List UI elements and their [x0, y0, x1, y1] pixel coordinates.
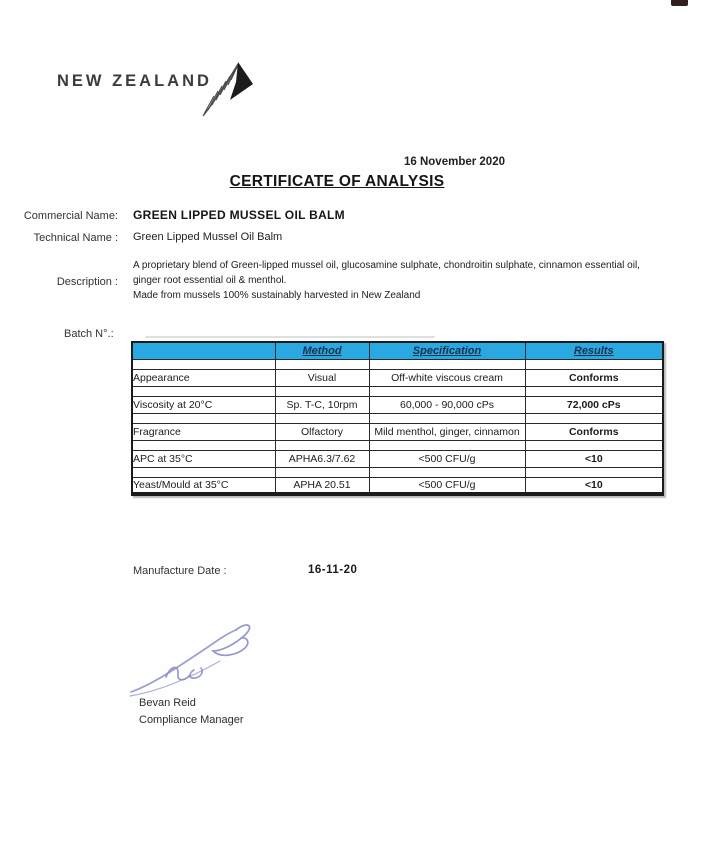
- document-date: 16 November 2020: [403, 156, 505, 168]
- logo-wordmark: NEW ZEALAND: [57, 72, 212, 90]
- spacer-row: [132, 413, 663, 423]
- table-row: [132, 450, 663, 467]
- page-title: CERTIFICATE OF ANALYSIS: [229, 173, 445, 190]
- cell-parameter: Yeast/Mould at 35°C: [132, 477, 275, 494]
- table-row: [132, 369, 663, 386]
- technical-name-value: Green Lipped Mussel Oil Balm: [133, 231, 283, 243]
- header-method: Method: [275, 342, 369, 359]
- spacer-row: [132, 386, 663, 396]
- cell-parameter: Viscosity at 20°C: [132, 396, 275, 413]
- header-parameter: [132, 342, 275, 359]
- cell-method: Sp. T-C, 10rpm: [275, 396, 369, 413]
- cell-method: APHA 20.51: [275, 477, 369, 494]
- spacer-row: [132, 359, 663, 369]
- cell-result: Conforms: [525, 369, 663, 386]
- spacer-row: [132, 440, 663, 450]
- cell-parameter: Appearance: [132, 369, 275, 386]
- cell-parameter: Fragrance: [132, 423, 275, 440]
- spacer-row: [132, 467, 663, 477]
- header-results: Results: [525, 342, 663, 359]
- signatory-name: Bevan Reid: [139, 697, 196, 709]
- commercial-name-label: Commercial Name:: [23, 210, 118, 222]
- cell-specification: 60,000 - 90,000 cPs: [369, 396, 525, 413]
- cell-specification: <500 CFU/g: [369, 450, 525, 467]
- description-label: Description :: [56, 276, 118, 288]
- cell-specification: <500 CFU/g: [369, 477, 525, 494]
- cell-specification: Off-white viscous cream: [369, 369, 525, 386]
- header-specification: Specification: [369, 342, 525, 359]
- cell-result: <10: [525, 477, 663, 494]
- fern-arrow-icon: [200, 58, 256, 120]
- description-line: A proprietary blend of Green-lipped mussel oil, glucosamine sulphate, chondroitin sulphate, cinnamon essential oil,: [133, 260, 640, 271]
- cell-result: 72,000 cPs: [525, 396, 663, 413]
- technical-name-label: Technical Name :: [33, 232, 118, 244]
- cell-method: Olfactory: [275, 423, 369, 440]
- table-row: [132, 423, 663, 440]
- manufacture-date-label: Manufacture Date :: [133, 565, 227, 577]
- table-row: [132, 477, 663, 494]
- commercial-name-value: GREEN LIPPED MUSSEL OIL BALM: [133, 208, 345, 222]
- batch-number-label: Batch N°.:: [64, 328, 114, 340]
- table-header-row: [132, 342, 663, 359]
- handwritten-signature: [128, 620, 273, 698]
- description-line: Made from mussels 100% sustainably harvested in New Zealand: [133, 290, 421, 301]
- cell-method: Visual: [275, 369, 369, 386]
- cell-result: <10: [525, 450, 663, 467]
- cell-method: APHA6.3/7.62: [275, 450, 369, 467]
- cell-specification: Mild menthol, ginger, cinnamon: [369, 423, 525, 440]
- description-line: ginger root essential oil & menthol.: [133, 275, 287, 286]
- scan-smudge-artifact: [145, 336, 435, 338]
- analysis-table: [131, 341, 664, 496]
- table-row: [132, 396, 663, 413]
- description-text: [133, 258, 640, 303]
- scan-corner-artifact: [671, 0, 688, 6]
- manufacture-date-value: 16-11-20: [308, 564, 358, 576]
- signatory-title: Compliance Manager: [139, 714, 244, 726]
- cell-result: Conforms: [525, 423, 663, 440]
- cell-parameter: APC at 35°C: [132, 450, 275, 467]
